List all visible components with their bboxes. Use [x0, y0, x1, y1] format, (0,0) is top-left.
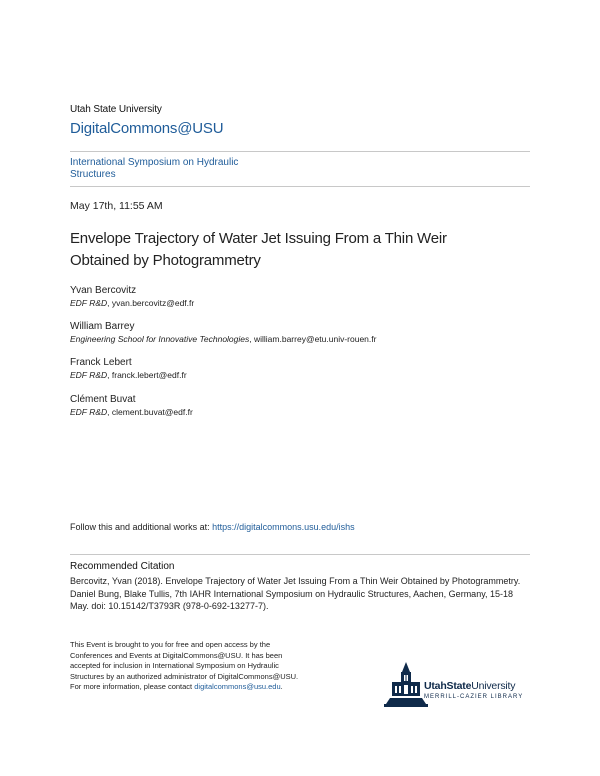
- author-org: EDF R&D: [70, 407, 108, 417]
- divider: [70, 186, 530, 187]
- author-affiliation: [70, 297, 194, 309]
- collection-link[interactable]: https://digitalcommons.usu.edu/ishs: [212, 522, 355, 532]
- notice-text: This Event is brought to you for free and open access by the Conferences and Events at DigitalCommons@USU. It has been accepted for inclusion in International Symposium on Hydraulic Structures by an authorized administrator of DigitalCommons@USU. For more information, please contact: [70, 640, 299, 691]
- author-email: , yvan.bercovitz@edf.fr: [107, 298, 195, 308]
- citation-heading: Recommended Citation: [70, 561, 175, 572]
- citation-text: Bercovitz, Yvan (2018). Envelope Trajectory of Water Jet Issuing From a Thin Weir Obtained by Photogrammetry. Daniel Bung, Blake Tullis, 7th IAHR International Symposium on Hydraulic Structures, Aachen, Germany, 15-18 May. doi: 10.15142/T3793R (978-0-692-13277-7).: [70, 576, 521, 611]
- author-block: [70, 356, 187, 381]
- divider: [70, 151, 530, 152]
- author-affiliation: [70, 333, 376, 345]
- author-block: [70, 320, 376, 345]
- author-org: Engineering School for Innovative Technologies: [70, 334, 250, 344]
- logo-part-2: University: [471, 680, 516, 692]
- author-name: William Barrey: [70, 321, 135, 332]
- paper-title: Envelope Trajectory of Water Jet Issuing From a Thin Weir Obtained by Photogrammetry: [70, 230, 447, 269]
- author-name: Yvan Bercovitz: [70, 285, 137, 296]
- repository-link[interactable]: DigitalCommons@USU: [70, 120, 224, 137]
- contact-email-link[interactable]: digitalcommons@usu.edu: [194, 682, 281, 691]
- follow-text: Follow this and additional works at:: [70, 522, 213, 532]
- author-block: [70, 393, 193, 418]
- author-email: , william.barrey@etu.univ-rouen.fr: [249, 334, 377, 344]
- author-block: [70, 284, 194, 309]
- notice-end: .: [280, 682, 283, 691]
- author-org: EDF R&D: [70, 298, 108, 308]
- follow-line: [70, 522, 355, 532]
- author-org: EDF R&D: [70, 370, 108, 380]
- logo-part-1: UtahState: [424, 680, 472, 692]
- logo-wordmark: [424, 680, 515, 692]
- author-name: Franck Lebert: [70, 357, 132, 368]
- author-email: , clement.buvat@edf.fr: [107, 407, 193, 417]
- logo-subtitle: MERRILL-CAZIER LIBRARY: [424, 694, 524, 700]
- access-notice: [70, 640, 300, 693]
- author-affiliation: [70, 369, 187, 381]
- author-name: Clément Buvat: [70, 394, 136, 405]
- series-link[interactable]: International Symposium on Hydraulic Structures: [70, 157, 239, 180]
- event-date: May 17th, 11:55 AM: [70, 200, 163, 212]
- library-logo: [384, 660, 534, 710]
- divider: [70, 554, 530, 555]
- author-affiliation: [70, 406, 193, 418]
- library-tower-icon: [384, 660, 428, 710]
- institution-name: Utah State University: [70, 104, 162, 115]
- author-email: , franck.lebert@edf.fr: [107, 370, 187, 380]
